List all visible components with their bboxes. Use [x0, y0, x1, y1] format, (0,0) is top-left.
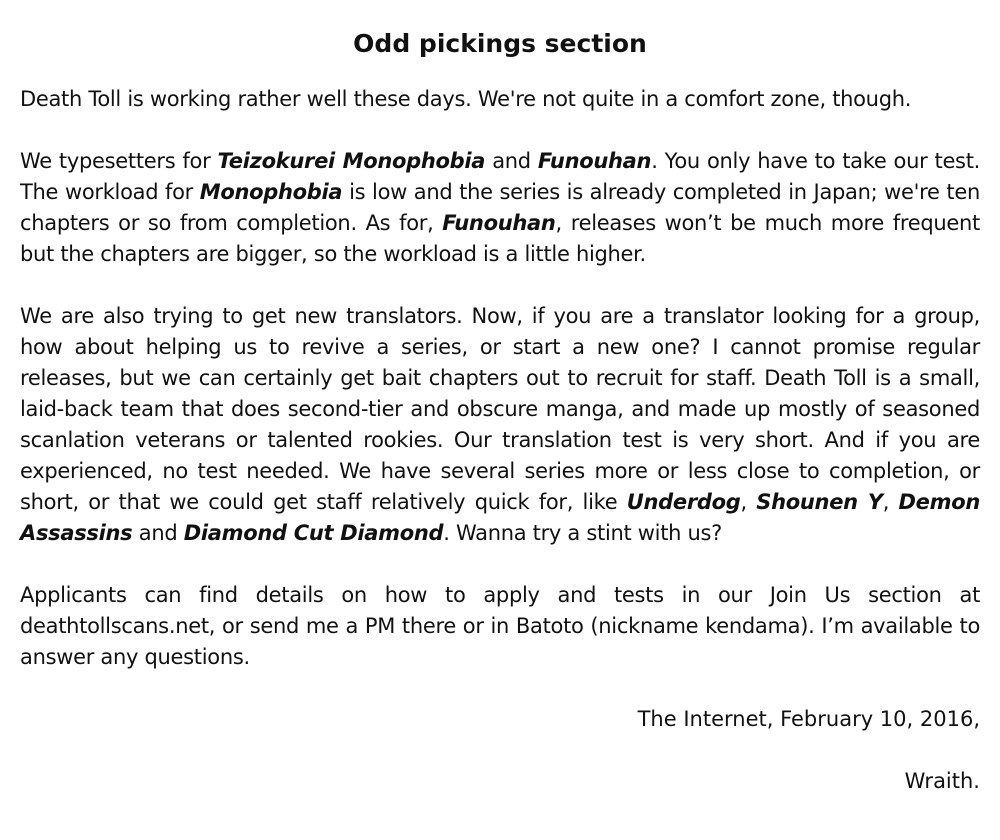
signoff-place-date: The Internet, February 10, 2016,	[637, 707, 980, 731]
series-title-diamond-cut-diamond: Diamond Cut Diamond	[183, 521, 444, 545]
section-title: Odd pickings section	[353, 29, 647, 58]
text-run: is low and the series is already completed in Japan; we're ten chapters or so from completion. As for,	[20, 180, 980, 235]
text-run: ,	[740, 490, 757, 514]
series-title-underdog: Underdog	[626, 490, 741, 514]
text-run: . You only have to take our test. The workload for	[20, 149, 981, 204]
paragraph-typesetters	[20, 146, 980, 270]
series-title-funouhan: Funouhan	[537, 149, 652, 173]
series-title-monophobia: Monophobia	[199, 180, 343, 204]
text-run: We typesetters for	[20, 149, 218, 173]
text-run: . Wanna try a stint with us?	[443, 521, 723, 545]
paragraph-intro: Death Toll is working rather well these days. We're not quite in a comfort zone, though.	[20, 87, 912, 111]
text-run: We are also trying to get new translators. Now, if you are a translator looking for a group, how about helping us to revive a series, or start a new one? I cannot promise regular releases, but we can certainly get bait chapters out to recruit for staff. Death Toll is a small, laid-back team that does second-tier and obscure manga, and made up mostly of seasoned scanlation veterans or talented rookies. Our translation test is very short. And if you are experienced, no test needed. We have several series more or less close to completion, or short, or that we could get staff relatively quick for, like	[20, 304, 980, 514]
paragraph-applicants: Applicants can find details on how to apply and tests in our Join Us section at deathtollscans.net, or send me a PM there or in Batoto (nickname kendama). I’m available to answer any questions.	[20, 583, 980, 669]
series-title-funouhan: Funouhan	[442, 211, 556, 235]
text-run: ,	[882, 490, 899, 514]
signoff-name: Wraith.	[904, 769, 980, 793]
series-title-shounen-y: Shounen Y	[756, 490, 883, 514]
series-title-teizokurei-monophobia: Teizokurei Monophobia	[217, 149, 486, 173]
text-run: and	[132, 521, 184, 545]
text-run: , releases won’t be much more frequent but the chapters are bigger, so the workload is a little higher.	[20, 211, 980, 266]
text-run: and	[485, 149, 538, 173]
series-title-demon-assassins: Demon Assassins	[20, 490, 980, 545]
paragraph-translators	[20, 301, 980, 549]
